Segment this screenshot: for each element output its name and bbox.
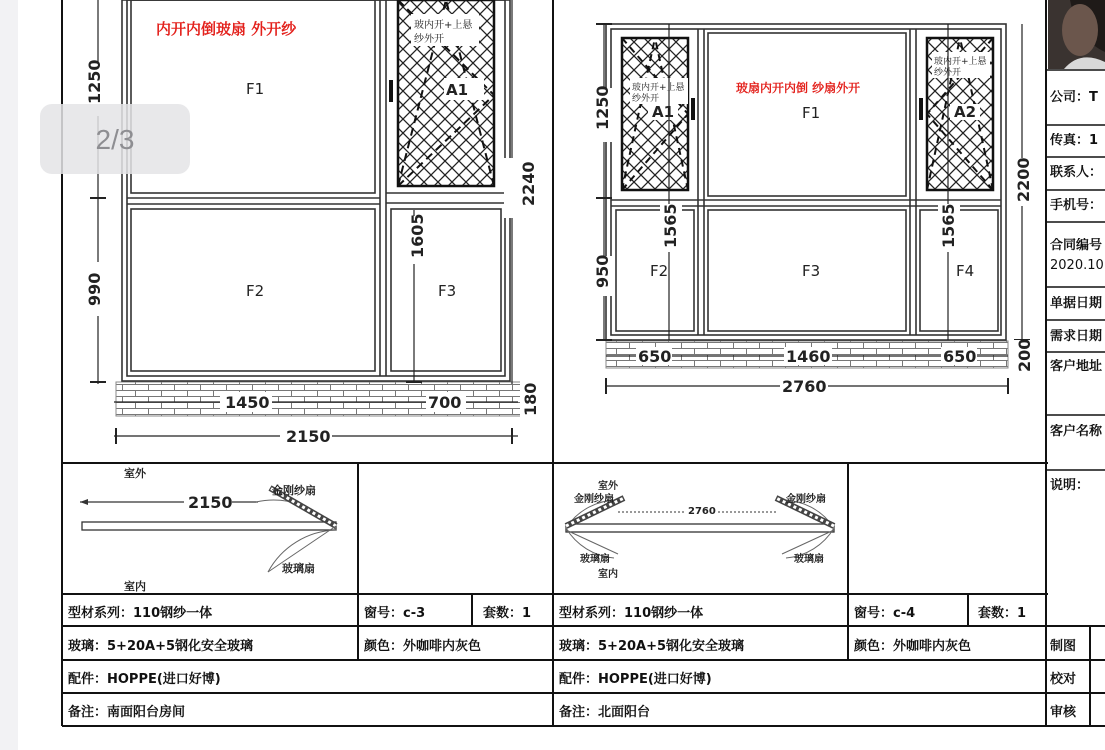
mobile-label: 手机号：: [1050, 198, 1103, 213]
right-plan-screen-sash-right: 金刚纱扇: [786, 494, 826, 505]
right-a1-note-2: 纱外开: [632, 94, 660, 104]
right-dim-h-left-mid: 1565: [661, 203, 680, 248]
right-color-spec: 颜色：外咖啡内灰色: [854, 639, 972, 654]
left-panel-f3-label: F3: [438, 282, 457, 300]
left-hardware-spec: 配件：HOPPE(进口好博): [68, 672, 221, 687]
right-dim-w-total: 2760: [782, 377, 827, 396]
left-set-count: 套数：1: [483, 606, 532, 621]
right-plan-outside: 室外: [598, 481, 618, 492]
left-plan-screen-sash: 金刚纱扇: [272, 484, 316, 497]
right-plan-glass-sash-right: 玻璃扇: [794, 554, 824, 565]
right-a2-note-2: 纱外开: [934, 68, 962, 78]
right-window-title: 玻扇内开内倒 纱扇外开: [736, 81, 861, 95]
right-profile-series: 型材系列：110钢纱一体: [559, 606, 704, 621]
right-panel-f3-label: F3: [802, 262, 821, 280]
avatar-photo: [1048, 0, 1105, 69]
left-dim-h-total: 2240: [519, 161, 538, 206]
right-plan-glass-sash-left: 玻璃扇: [580, 554, 610, 565]
right-remark: 备注：北面阳台: [559, 705, 651, 720]
right-panel-f1-label: F1: [802, 104, 821, 122]
right-a1-note-1: 玻内开+上悬: [632, 83, 685, 93]
left-color-spec: 颜色：外咖啡内灰色: [364, 639, 482, 654]
left-remark: 备注：南面阳台房间: [68, 705, 186, 720]
right-plan-width: 2760: [688, 506, 716, 517]
right-plan-screen-sash-left: 金刚纱扇: [574, 494, 614, 505]
draw-label: 制图: [1050, 639, 1077, 654]
right-plan-inside: 室内: [598, 569, 618, 580]
note-label: 说明：: [1050, 478, 1090, 493]
company-label: 公司：T: [1050, 90, 1098, 105]
right-dim-h-base: 200: [1015, 338, 1034, 372]
doc-date-label: 单据日期: [1050, 296, 1103, 311]
left-panel-f2-label: F2: [246, 282, 265, 300]
left-dim-w-left: 1450: [225, 393, 270, 412]
check-label: 校对: [1050, 672, 1077, 687]
left-plan-outside: 室外: [124, 467, 146, 480]
need-date-label: 需求日期: [1050, 329, 1103, 344]
right-window-number: 窗号：c-4: [854, 606, 916, 621]
left-plan-glass-sash: 玻璃扇: [282, 562, 315, 575]
right-window-elevation: [584, 24, 1044, 395]
page-indicator-text: 2/3: [95, 124, 135, 155]
right-dim-h-top: 1250: [593, 85, 612, 130]
customer-address-label: 客户地址: [1050, 359, 1103, 374]
right-hardware-spec: 配件：HOPPE(进口好博): [559, 672, 712, 687]
fax-label: 传真：1: [1050, 133, 1099, 148]
contract-date-value: 2020.10: [1050, 258, 1104, 273]
right-glass-spec: 玻璃：5+20A+5钢化安全玻璃: [559, 639, 745, 654]
right-set-count: 套数：1: [978, 606, 1027, 621]
left-window-elevation: [78, 0, 542, 446]
right-panel-f4-label: F4: [956, 262, 975, 280]
left-window-title: 内开内倒玻扇 外开纱: [156, 20, 297, 38]
customer-name-label: 客户名称: [1050, 424, 1103, 439]
page-indicator: [40, 104, 190, 174]
left-dim-w-right: 700: [428, 393, 462, 412]
left-panel-f1-label: F1: [246, 80, 265, 98]
right-dim-w-right: 650: [943, 347, 977, 366]
right-dim-w-mid: 1460: [786, 347, 831, 366]
left-a1-note-1: 玻内开+上悬: [414, 20, 473, 31]
left-a1-note-2: 纱外开: [414, 34, 444, 45]
left-profile-series: 型材系列：110钢纱一体: [68, 606, 213, 621]
right-dim-h-right-mid: 1565: [939, 203, 958, 248]
right-panel-a1-label: A1: [652, 103, 675, 121]
right-dim-h-total: 2200: [1014, 157, 1033, 202]
right-panel-a2-label: A2: [954, 103, 977, 121]
left-plan-width: 2150: [188, 493, 233, 512]
left-dim-w-total: 2150: [286, 427, 331, 446]
left-plan-inside: 室内: [124, 580, 146, 593]
contract-number-label: 合同编号: [1050, 238, 1103, 253]
review-label: 审核: [1050, 705, 1077, 720]
left-dim-h-bottom: 990: [85, 272, 104, 306]
left-dim-h-base: 180: [521, 382, 540, 416]
left-panel-a1-label: A1: [446, 81, 469, 99]
contact-label: 联系人：: [1050, 165, 1103, 180]
left-window-number: 窗号：c-3: [364, 606, 426, 621]
left-glass-spec: 玻璃：5+20A+5钢化安全玻璃: [68, 639, 254, 654]
right-dim-h-bottom: 950: [593, 254, 612, 288]
left-dim-h-top: 1250: [85, 59, 104, 104]
right-dim-w-left: 650: [638, 347, 672, 366]
right-panel-f2-label: F2: [650, 262, 669, 280]
right-a2-note-1: 玻内开+上悬: [934, 57, 987, 67]
left-dim-h-mid: 1605: [408, 213, 427, 258]
